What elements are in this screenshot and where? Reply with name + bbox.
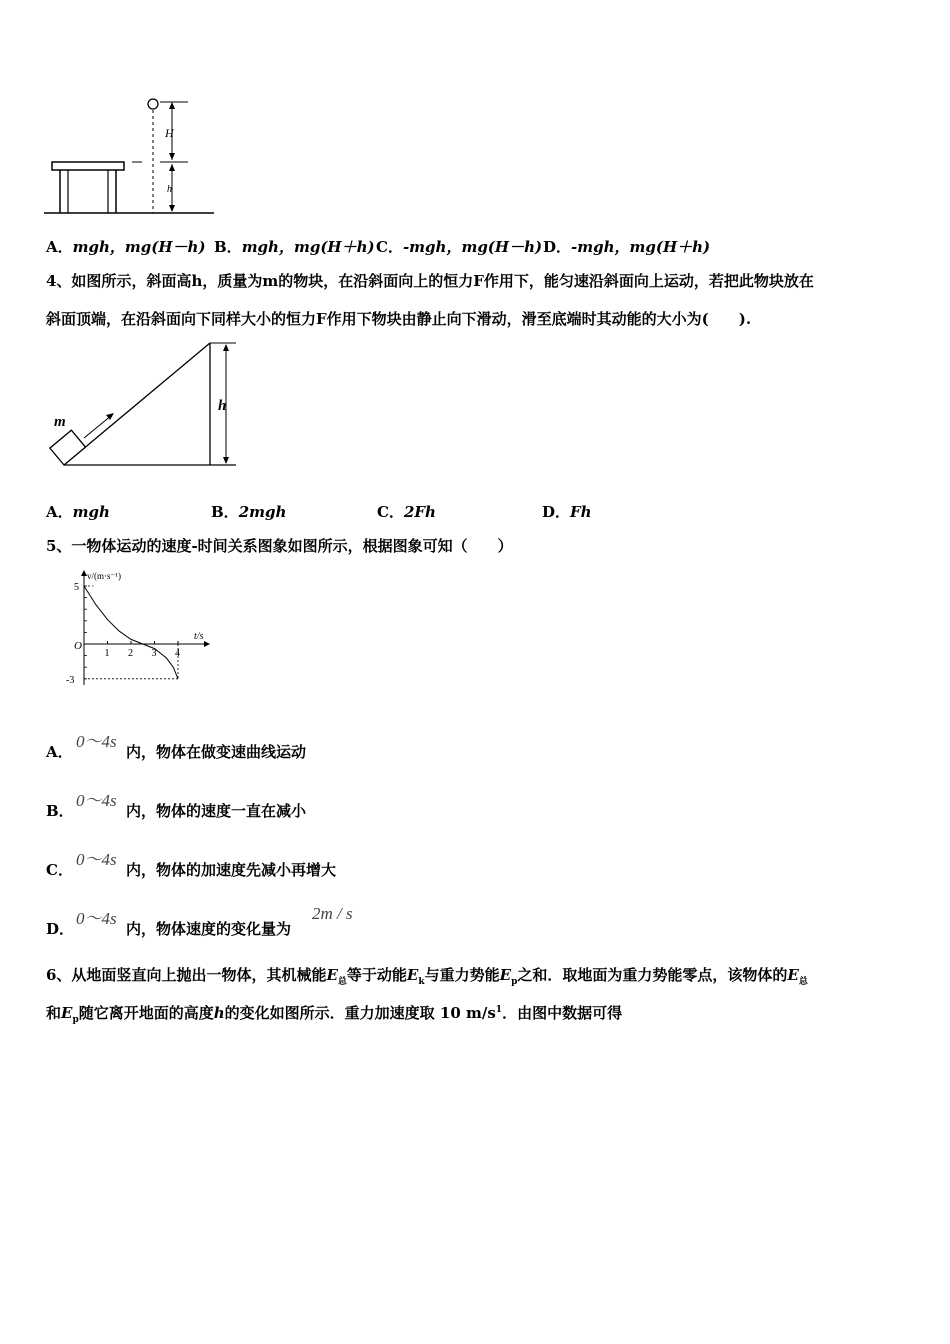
x-tick-label: 3 — [151, 648, 157, 659]
q3-option-a[interactable] — [46, 236, 206, 257]
option-label: B． — [214, 238, 242, 256]
option-label: C． — [376, 238, 403, 256]
subscript: 总 — [337, 977, 347, 987]
subscript: k — [418, 977, 425, 987]
q4-stem-line2: 斜面顶端，在沿斜面向下同样大小的恒力F作用下物块由静止向下滑动，滑至底端时其动能的大小为( ). — [46, 310, 752, 328]
option-text: mgh，mg(H＋h) — [241, 238, 375, 256]
label-h: h — [218, 398, 227, 414]
arrow-head — [169, 205, 175, 212]
x-axis-arrow — [204, 641, 210, 647]
q6-stem-line2 — [46, 1002, 622, 1025]
x-tick-label: 4 — [175, 648, 180, 659]
q5-option-a-text: 内，物体在做变速曲线运动 — [126, 743, 307, 761]
q3-figure — [44, 96, 219, 218]
option-text: mgh — [72, 503, 110, 521]
q5-option-b-text: 内，物体的速度一直在减小 — [126, 802, 307, 820]
ball — [148, 99, 158, 109]
option-text: 2Fh — [403, 503, 436, 521]
option-text: mgh，mg(H－h) — [72, 238, 206, 256]
force-arrow — [84, 415, 112, 438]
option-text: -mgh，mg(H－h) — [402, 238, 543, 256]
option-label: D． — [543, 238, 572, 256]
x-axis-label: t/s — [194, 631, 204, 642]
option-label: C． — [377, 503, 404, 521]
text-run: 等于动能 — [346, 966, 407, 984]
q4-option-d[interactable] — [542, 501, 592, 522]
text-run: 的变化如图所示．重力加速度取 10 m/s — [224, 1004, 496, 1022]
block — [50, 430, 86, 465]
q4-option-c[interactable] — [377, 501, 436, 522]
symbol-E: E — [787, 966, 799, 984]
x-tick-label: 2 — [128, 648, 133, 659]
arrow-head — [169, 102, 175, 109]
q5-option-d-suffix-math: 2m / s — [312, 904, 353, 923]
q5-option-c-math: 0～4s — [76, 850, 117, 869]
q5-vt-chart — [60, 565, 220, 690]
text-run: 和 — [46, 1004, 62, 1022]
q4-stem-line1: 4、如图所示，斜面高h，质量为m的物块，在沿斜面向上的恒力F作用下，能匀速沿斜面向上运动，若把此物块放在 — [46, 272, 814, 290]
q4-option-a[interactable] — [46, 501, 110, 522]
subscript: p — [511, 977, 518, 987]
q5-option-b-label[interactable]: B． — [46, 802, 74, 820]
q5-option-a-math: 0～4s — [76, 732, 117, 751]
vt-curve — [84, 586, 178, 679]
text-run: 与重力势能 — [424, 966, 500, 984]
option-text: 2mgh — [238, 503, 287, 521]
symbol-E: E — [61, 1004, 73, 1022]
text-run: 6、从地面竖直向上抛出一物体，其机械能 — [46, 966, 327, 984]
q4-option-b[interactable] — [211, 501, 286, 522]
q5-stem: 5、一物体运动的速度-时间关系图象如图所示，根据图象可知（ ） — [46, 537, 513, 555]
y-axis-label: v/(m·s⁻¹) — [87, 571, 121, 581]
q5-option-b-math: 0～4s — [76, 791, 117, 810]
q5-option-d-math: 0～4s — [76, 909, 117, 928]
text-run: 之和．取地面为重力势能零点，该物体的 — [517, 966, 788, 984]
label-H: H — [165, 126, 174, 140]
x-tick-label: 1 — [104, 648, 110, 659]
superscript: 1 — [495, 1005, 503, 1015]
q3-option-b[interactable] — [214, 236, 375, 257]
q5-option-a-label[interactable]: A． — [46, 743, 73, 761]
arrow-head — [169, 153, 175, 160]
arrow-head — [223, 457, 229, 464]
arrow-head — [169, 164, 175, 171]
label-h: h — [167, 184, 172, 195]
option-text: -mgh，mg(H＋h) — [571, 238, 711, 256]
symbol-E: E — [499, 966, 512, 984]
option-label: B． — [211, 503, 239, 521]
y-tick-label: 5 — [74, 582, 79, 593]
text-run: 随它离开地面的高度 — [78, 1004, 214, 1022]
option-text: Fh — [570, 503, 592, 521]
option-label: A． — [46, 238, 73, 256]
option-label: D． — [542, 503, 571, 521]
subscript: p — [72, 1015, 79, 1025]
q5-option-c-text: 内，物体的加速度先减小再增大 — [126, 861, 337, 879]
origin-label: O — [74, 640, 82, 652]
q3-option-c[interactable] — [376, 236, 542, 257]
q5-option-d-label[interactable]: D． — [46, 920, 75, 938]
subscript: 总 — [798, 977, 808, 987]
q4-figure — [48, 340, 243, 470]
q6-stem-line1 — [46, 964, 808, 987]
q3-option-d[interactable] — [543, 236, 710, 257]
arrow-head — [223, 344, 229, 351]
table-top — [52, 162, 124, 170]
q5-option-d-text: 内，物体速度的变化量为 — [126, 920, 292, 938]
text-run: ．由图中数据可得 — [502, 1004, 623, 1022]
symbol-E: E — [326, 966, 338, 984]
option-label: A． — [46, 503, 73, 521]
q5-option-c-label[interactable]: C． — [46, 861, 73, 879]
label-m: m — [54, 414, 66, 430]
symbol-h: h — [213, 1004, 225, 1022]
symbol-E: E — [406, 966, 419, 984]
y-tick-label: -3 — [66, 674, 75, 686]
